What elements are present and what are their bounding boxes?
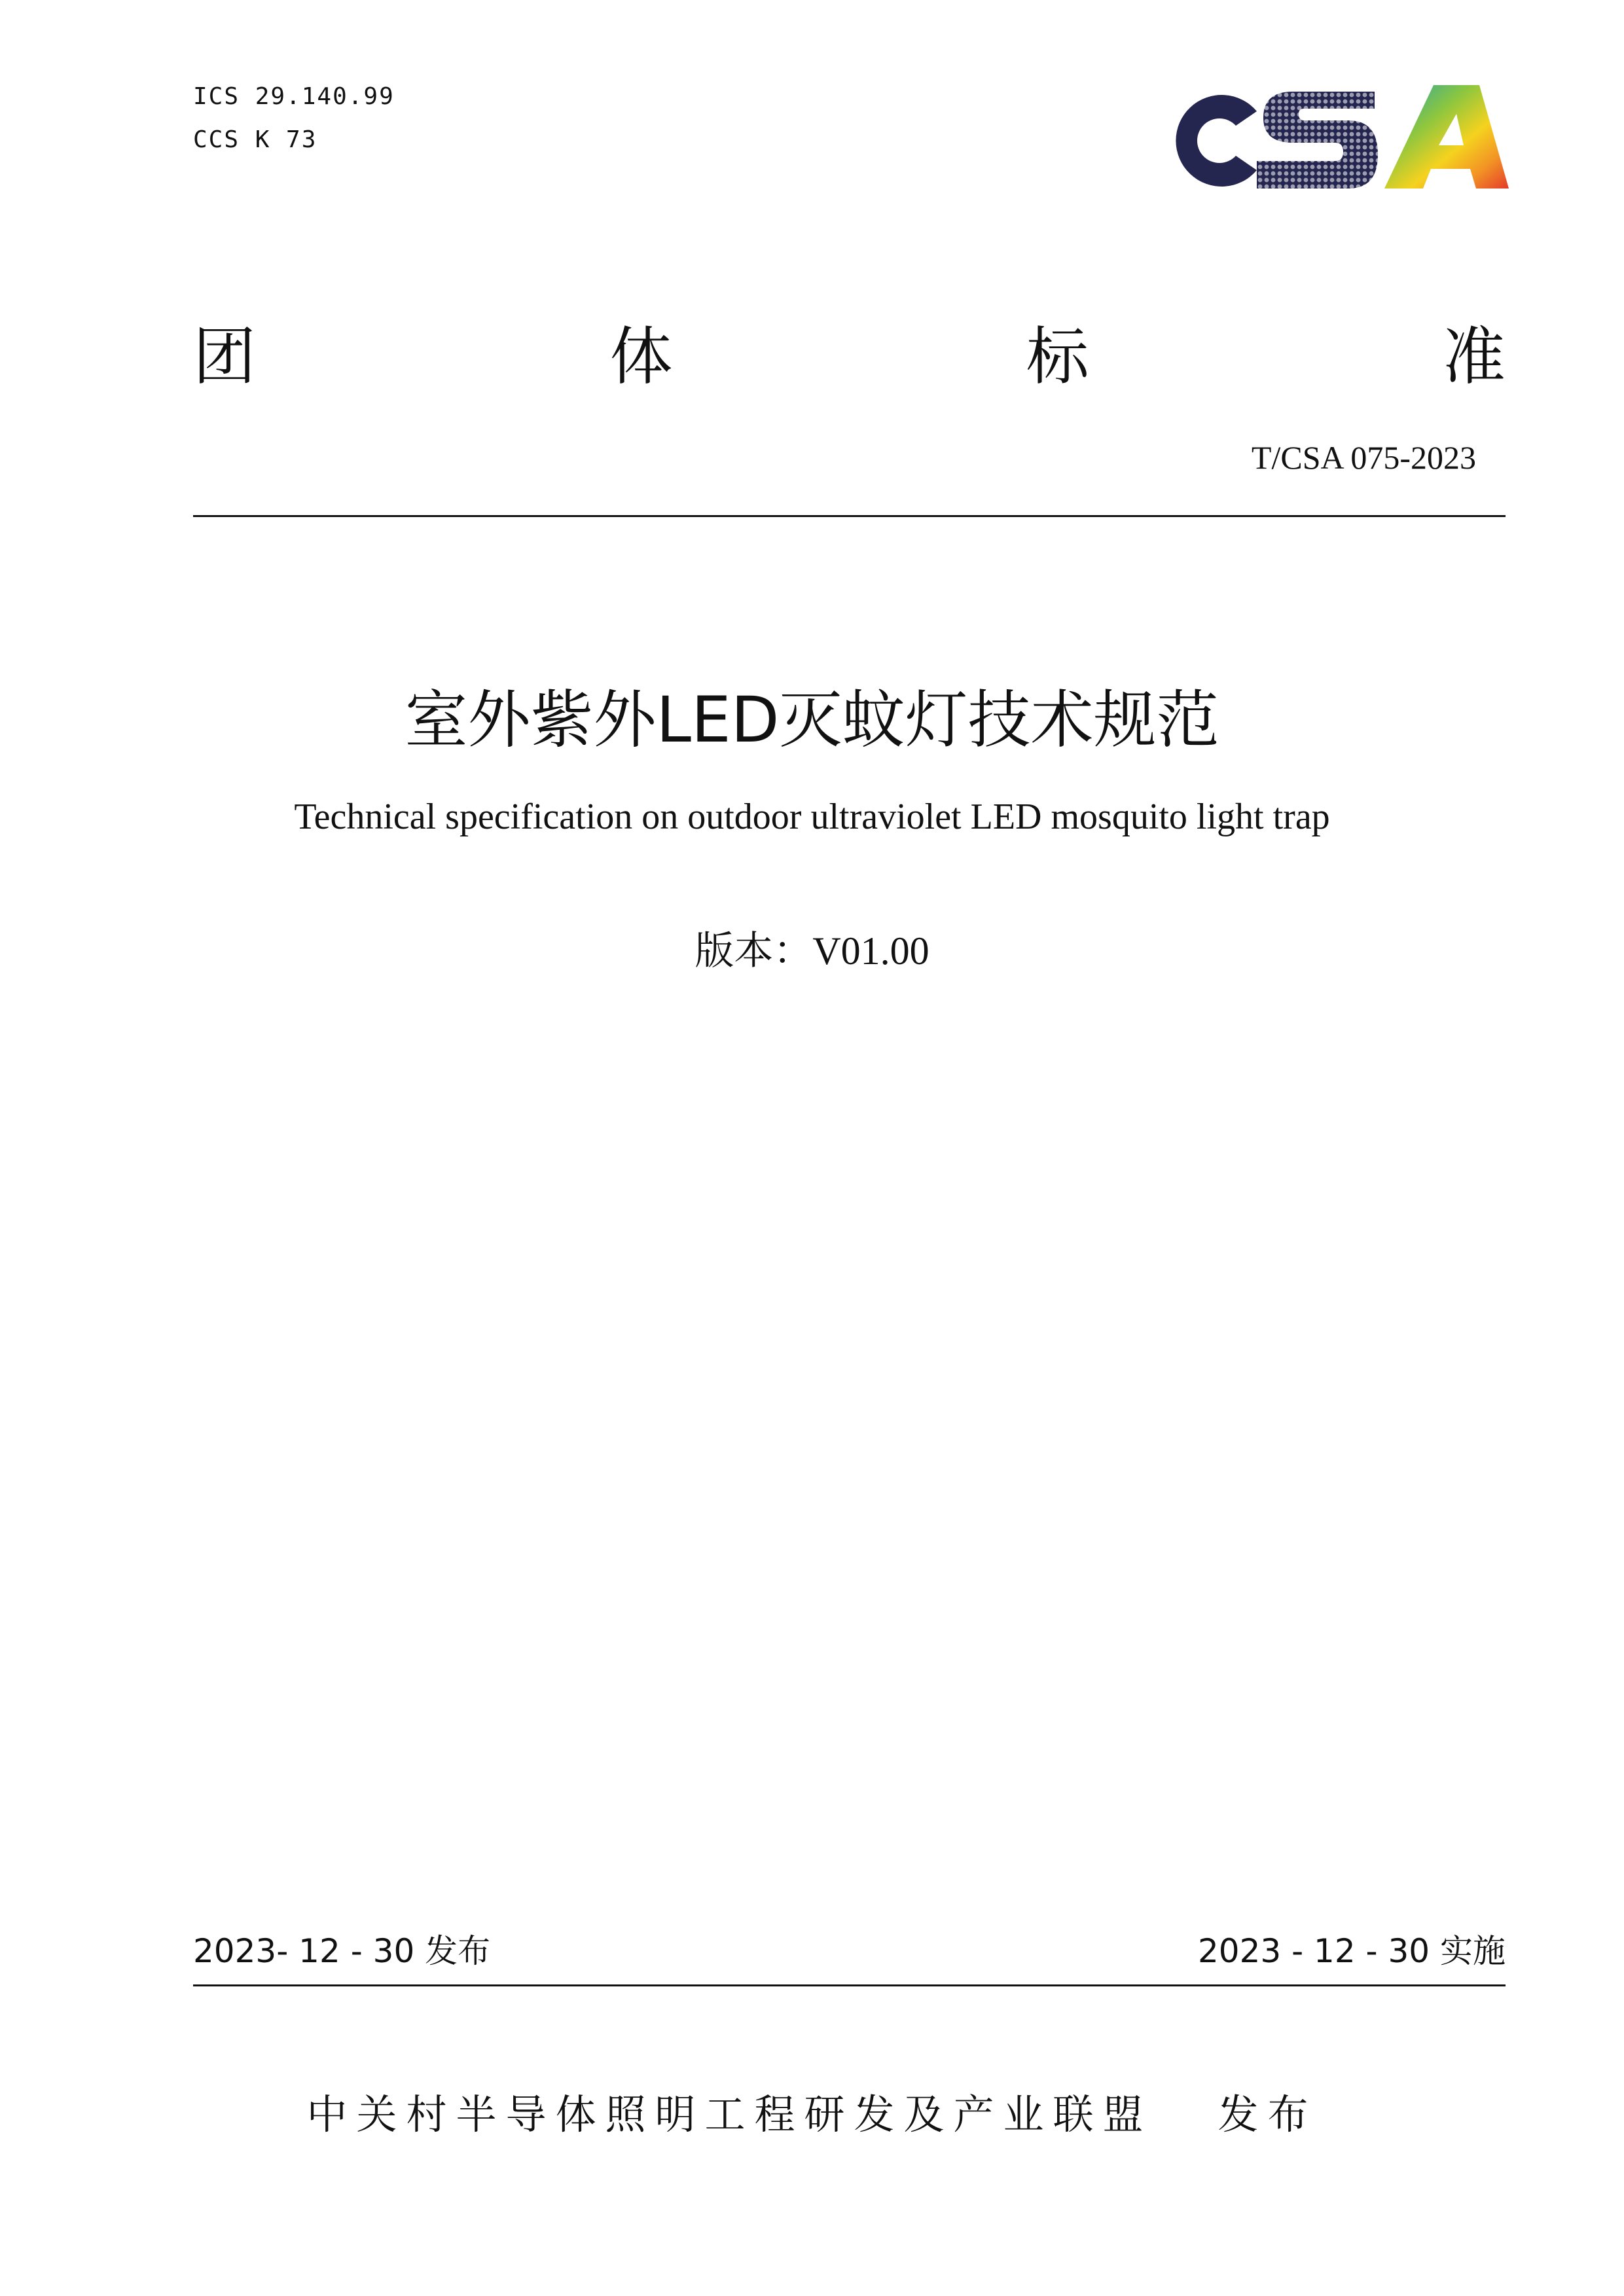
publish-date: 2023- 12 - 30 发布 [193, 1932, 491, 1970]
version-value: V01.00 [812, 929, 929, 973]
implementation-date: 2023 - 12 - 30 实施 [1197, 1932, 1506, 1970]
logo-letter-a [1384, 85, 1509, 188]
ccs-code: CCS K 73 [193, 126, 317, 153]
bottom-divider [193, 1984, 1506, 1986]
ics-code: ICS 29.140.99 [193, 83, 395, 110]
version-line [0, 929, 1624, 973]
logo-letter-c [1176, 95, 1257, 187]
document-type-heading [193, 321, 1506, 393]
doc-type-char: 准 [1442, 320, 1506, 393]
doc-type-char: 标 [1026, 320, 1089, 393]
version-label: 版本： [695, 928, 813, 974]
doc-type-char: 体 [609, 320, 673, 393]
title-chinese: 室外紫外LED灭蚊灯技术规范 [405, 683, 1219, 757]
logo-letter-s [1257, 92, 1378, 188]
publisher-name: 中关村半导体照明工程研发及产业联盟 [306, 2090, 1153, 2138]
title-english: Technical specification on outdoor ultraviolet LED mosquito light trap [294, 797, 1330, 837]
publisher-line [0, 2090, 1624, 2138]
csa-logo [1159, 72, 1512, 203]
top-divider [193, 515, 1506, 517]
standard-number: T/CSA 075-2023 [1251, 439, 1476, 476]
publisher-action: 发布 [1218, 2090, 1318, 2138]
doc-type-char: 团 [193, 320, 256, 393]
